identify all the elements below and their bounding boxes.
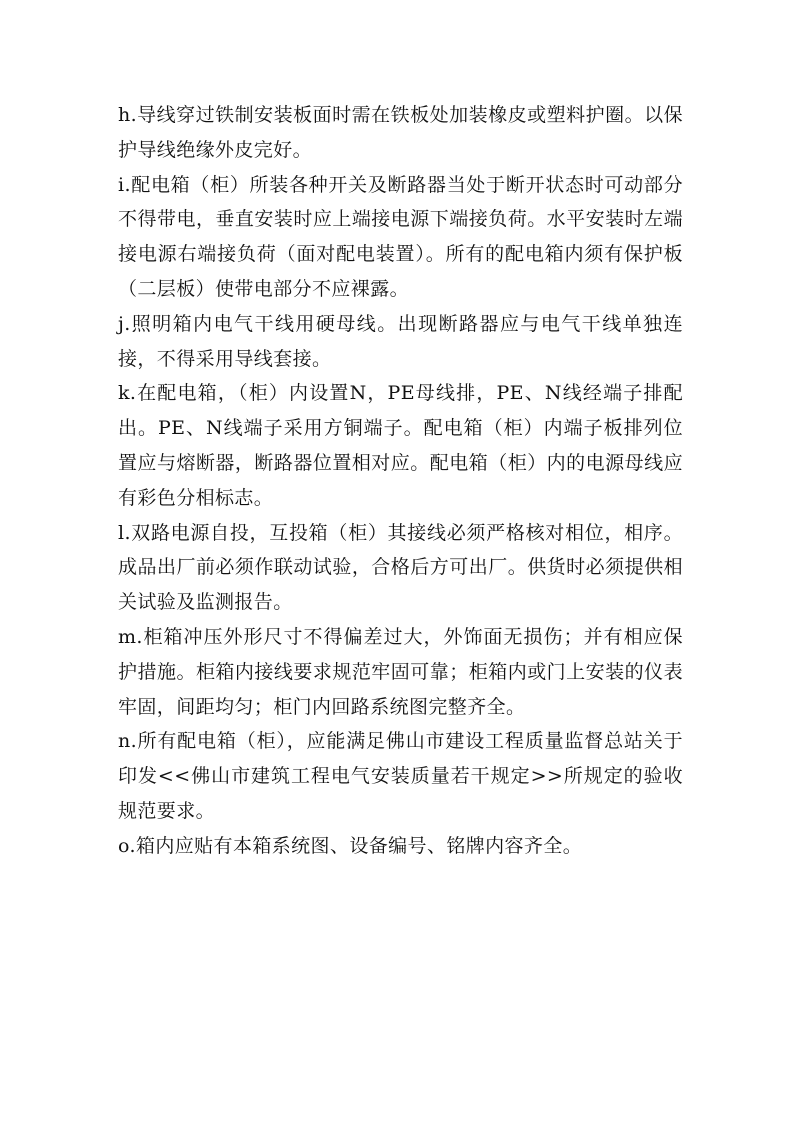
paragraph-i: i.配电箱（柜）所装各种开关及断路器当处于断开状态时可动部分不得带电，垂直安装时应上端接电源下端接负荷。水平安装时左端接电源右端接负荷（面对配电装置）。所有的配电箱内须有保护板（二层板）使带电部分不应裸露。 — [118, 173, 683, 300]
paragraph-k: k.在配电箱，（柜）内设置N，PE母线排，PE、N线经端子排配出。PE、N线端子采用方铜端子。配电箱（柜）内端子板排列位置应与熔断器，断路器位置相对应。配电箱（柜）内的电源母线应有彩色分相标志。 — [118, 382, 683, 509]
paragraph-m: m.柜箱冲压外形尺寸不得偏差过大，外饰面无损伤；并有相应保护措施。柜箱内接线要求规范牢固可靠；柜箱内或门上安装的仪表牢固，间距均匀；柜门内回路系统图完整齐全。 — [118, 625, 683, 718]
paragraph-j: j.照明箱内电气干线用硬母线。出现断路器应与电气干线单独连接，不得采用导线套接。 — [118, 312, 683, 370]
paragraph-o: o.箱内应贴有本箱系统图、设备编号、铭牌内容齐全。 — [118, 834, 583, 857]
paragraph-n: n.所有配电箱（柜），应能满足佛山市建设工程质量监督总站关于印发<<佛山市建筑工程电气安装质量若干规定>>所规定的验收规范要求。 — [118, 730, 683, 822]
paragraph-h: h.导线穿过铁制安装板面时需在铁板处加装橡皮或塑料护圈。以保护导线绝缘外皮完好。 — [118, 104, 683, 161]
paragraph-l: l.双路电源自投，互投箱（柜）其接线必须严格核对相位，相序。成品出厂前必须作联动试验，合格后方可出厂。供货时必须提供相关试验及监测报告。 — [118, 521, 683, 614]
document-body — [118, 98, 683, 864]
